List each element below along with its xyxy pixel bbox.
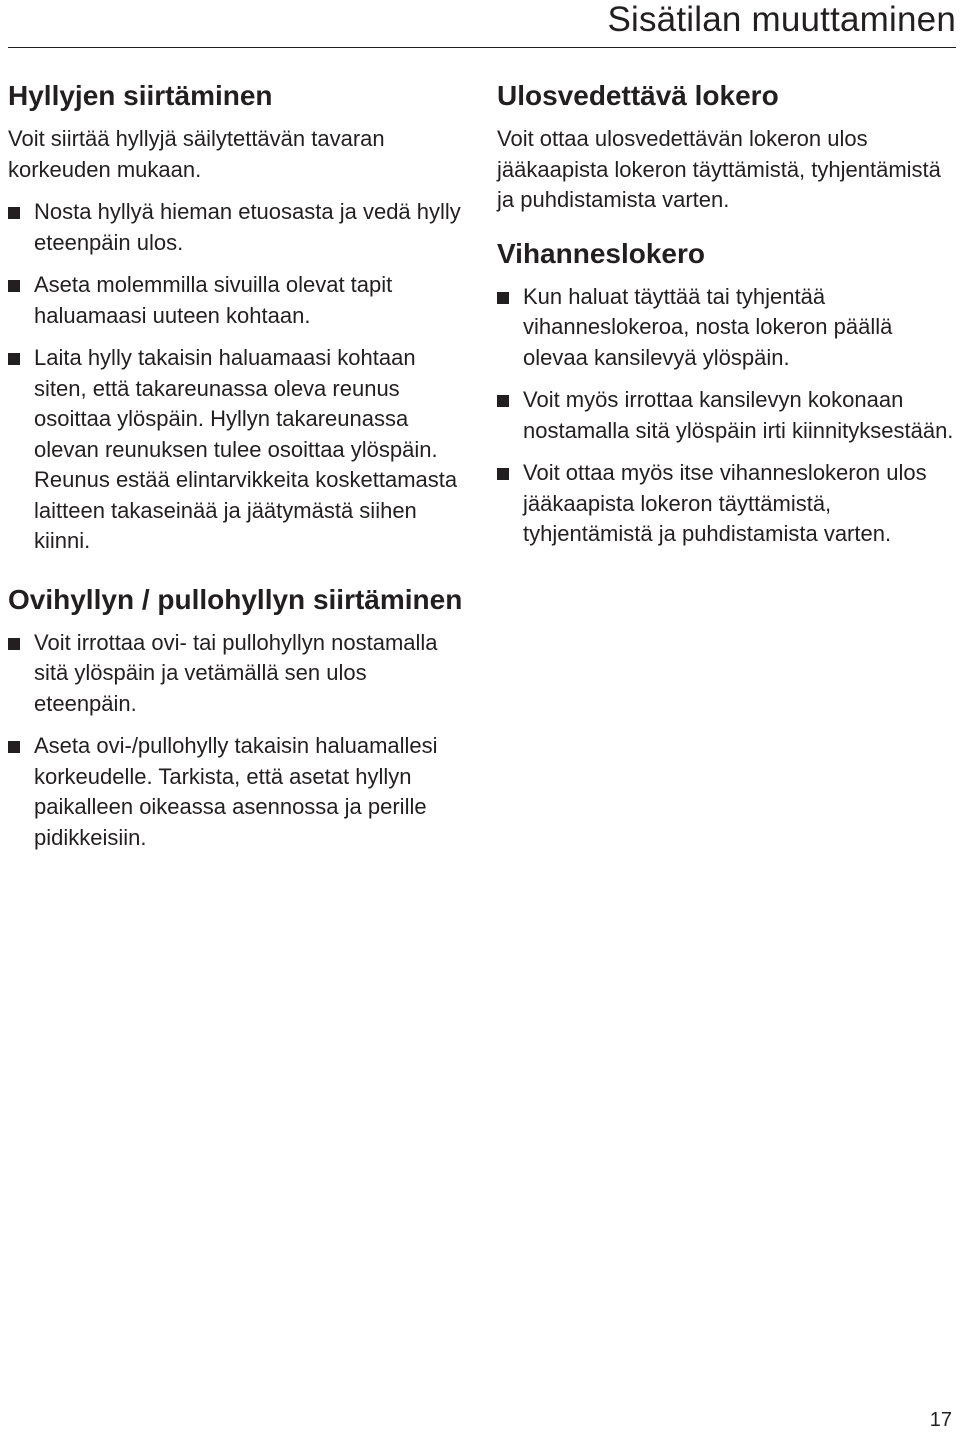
bullet-list-vegetable-drawer [497, 282, 956, 550]
square-bullet-icon [8, 741, 20, 753]
list-item [497, 385, 956, 446]
section-intro-drawer: Voit ottaa ulosvedettävän lokeron ulos jääkaapista lokeron täyttämistä, tyhjentämistä ja puhdistamista varten. [497, 126, 941, 212]
list-item [8, 197, 468, 258]
section-heading-vegetable-drawer: Vihanneslokero [497, 237, 706, 269]
square-bullet-icon [8, 638, 20, 650]
list-item-text: Laita hylly takaisin haluamaasi kohtaan siten, että takareunassa oleva reunus osoittaa ylöspäin. Hyllyn takareunassa olevan reunuksen tulee osoittaa ylöspäin. Reunus estää elintarvikkeita koskettamasta laitteen takaseinää ja jäätymästä siihen kiinni. [34, 345, 458, 553]
list-item [497, 458, 956, 550]
list-item [497, 282, 956, 374]
list-item [8, 343, 468, 557]
section-intro-shelves: Voit siirtää hyllyjä säilytettävän tavaran korkeuden mukaan. [8, 126, 385, 182]
bullet-list-door-shelf [8, 628, 468, 854]
square-bullet-icon [497, 292, 509, 304]
list-item-text: Voit irrottaa ovi- tai pullohyllyn nostamalla sitä ylöspäin ja vetämällä sen ulos eteenpäin. [34, 629, 438, 716]
section-heading-door-shelf: Ovihyllyn / pullohyllyn siirtäminen [8, 583, 463, 615]
square-bullet-icon [497, 468, 509, 480]
list-item-text: Voit myös irrottaa kansilevyn kokonaan nostamalla sitä ylöspäin irti kiinnityksestään. [523, 387, 954, 443]
section-heading-drawer: Ulosvedettävä lokero [497, 80, 779, 111]
right-column [497, 76, 956, 562]
page-number: 17 [929, 1409, 952, 1431]
list-item-text: Aseta ovi-/pullohylly takaisin haluamallesi korkeudelle. Tarkista, että asetat hyllyn paikalleen oikeassa asennossa ja perille pidikkeisiin. [34, 733, 438, 850]
square-bullet-icon [8, 207, 20, 219]
square-bullet-icon [497, 395, 509, 407]
left-column [8, 76, 468, 865]
list-item-text: Nosta hyllyä hieman etuosasta ja vedä hylly eteenpäin ulos. [34, 199, 461, 255]
list-item-text: Aseta molemmilla sivuilla olevat tapit haluamaasi uuteen kohtaan. [34, 272, 393, 328]
list-item-text: Voit ottaa myös itse vihanneslokeron ulos jääkaapista lokeron täyttämistä, tyhjentämistä ja puhdistamista varten. [523, 460, 927, 546]
list-item [8, 731, 468, 853]
list-item [8, 270, 468, 331]
bullet-list-shelves [8, 197, 468, 557]
list-item [8, 628, 468, 720]
page-header [8, 0, 956, 48]
section-heading-shelves: Hyllyjen siirtäminen [8, 80, 273, 111]
square-bullet-icon [8, 353, 20, 365]
square-bullet-icon [8, 280, 20, 292]
list-item-text: Kun haluat täyttää tai tyhjentää vihanneslokeroa, nosta lokeron päällä olevaa kansilevyä ylöspäin. [523, 283, 893, 370]
page-title: Sisätilan muuttaminen [607, 0, 956, 39]
